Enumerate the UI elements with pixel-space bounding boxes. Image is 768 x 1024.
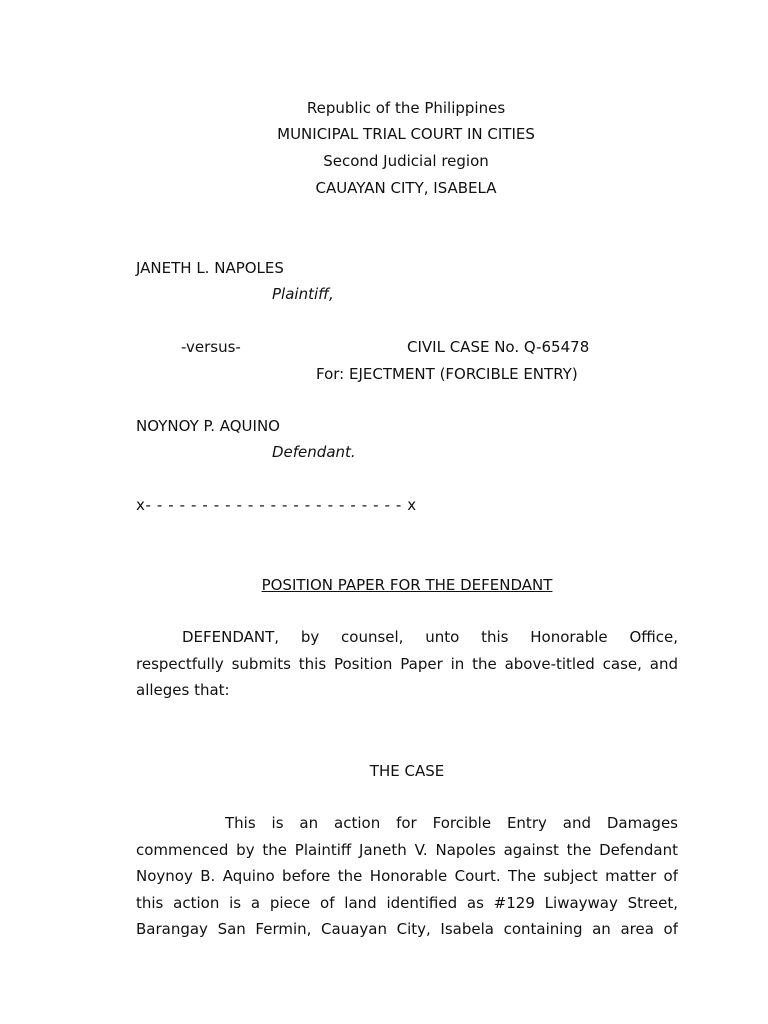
paragraph-line: alleges that: xyxy=(136,681,230,699)
paragraph-line: DEFENDANT, by counsel, unto this Honorable Office, xyxy=(182,628,678,646)
versus-label: -versus- xyxy=(181,338,241,356)
judicial-region: Second Judicial region xyxy=(323,152,489,170)
paragraph-line: This is an action for Forcible Entry and Damages xyxy=(225,814,678,832)
plaintiff-name: JANETH L. NAPOLES xyxy=(136,259,284,277)
republic-heading: Republic of the Philippines xyxy=(306,99,506,117)
paragraph-line: commenced by the Plaintiff Janeth V. Napoles against the Defendant xyxy=(136,840,678,859)
court-location: CAUAYAN CITY, ISABELA xyxy=(315,179,497,197)
defendant-role: Defendant. xyxy=(272,443,356,461)
section-heading-the-case: THE CASE xyxy=(369,762,445,780)
paragraph-line: Noynoy B. Aquino before the Honorable Court. The subject matter of xyxy=(136,867,678,885)
paragraph-line: Barangay San Fermin, Cauayan City, Isabela containing an area of xyxy=(136,920,678,938)
case-paragraph xyxy=(136,810,678,943)
court-name: MUNICIPAL TRIAL COURT IN CITIES xyxy=(277,125,535,143)
case-number: CIVIL CASE No. Q-65478 xyxy=(407,338,590,356)
intro-paragraph xyxy=(136,624,678,704)
plaintiff-role: Plaintiff, xyxy=(272,285,334,303)
document-title: POSITION PAPER FOR THE DEFENDANT xyxy=(261,576,553,594)
caption-separator: x- - - - - - - - - - - - - - - - - - - - - - - x xyxy=(136,496,417,514)
case-nature: For: EJECTMENT (FORCIBLE ENTRY) xyxy=(316,365,578,383)
paragraph-line: respectfully submits this Position Paper in the above-titled case, and xyxy=(136,654,678,673)
paragraph-line: this action is a piece of land identified as #129 Liwayway Street, xyxy=(136,893,678,912)
defendant-name: NOYNOY P. AQUINO xyxy=(136,417,280,435)
